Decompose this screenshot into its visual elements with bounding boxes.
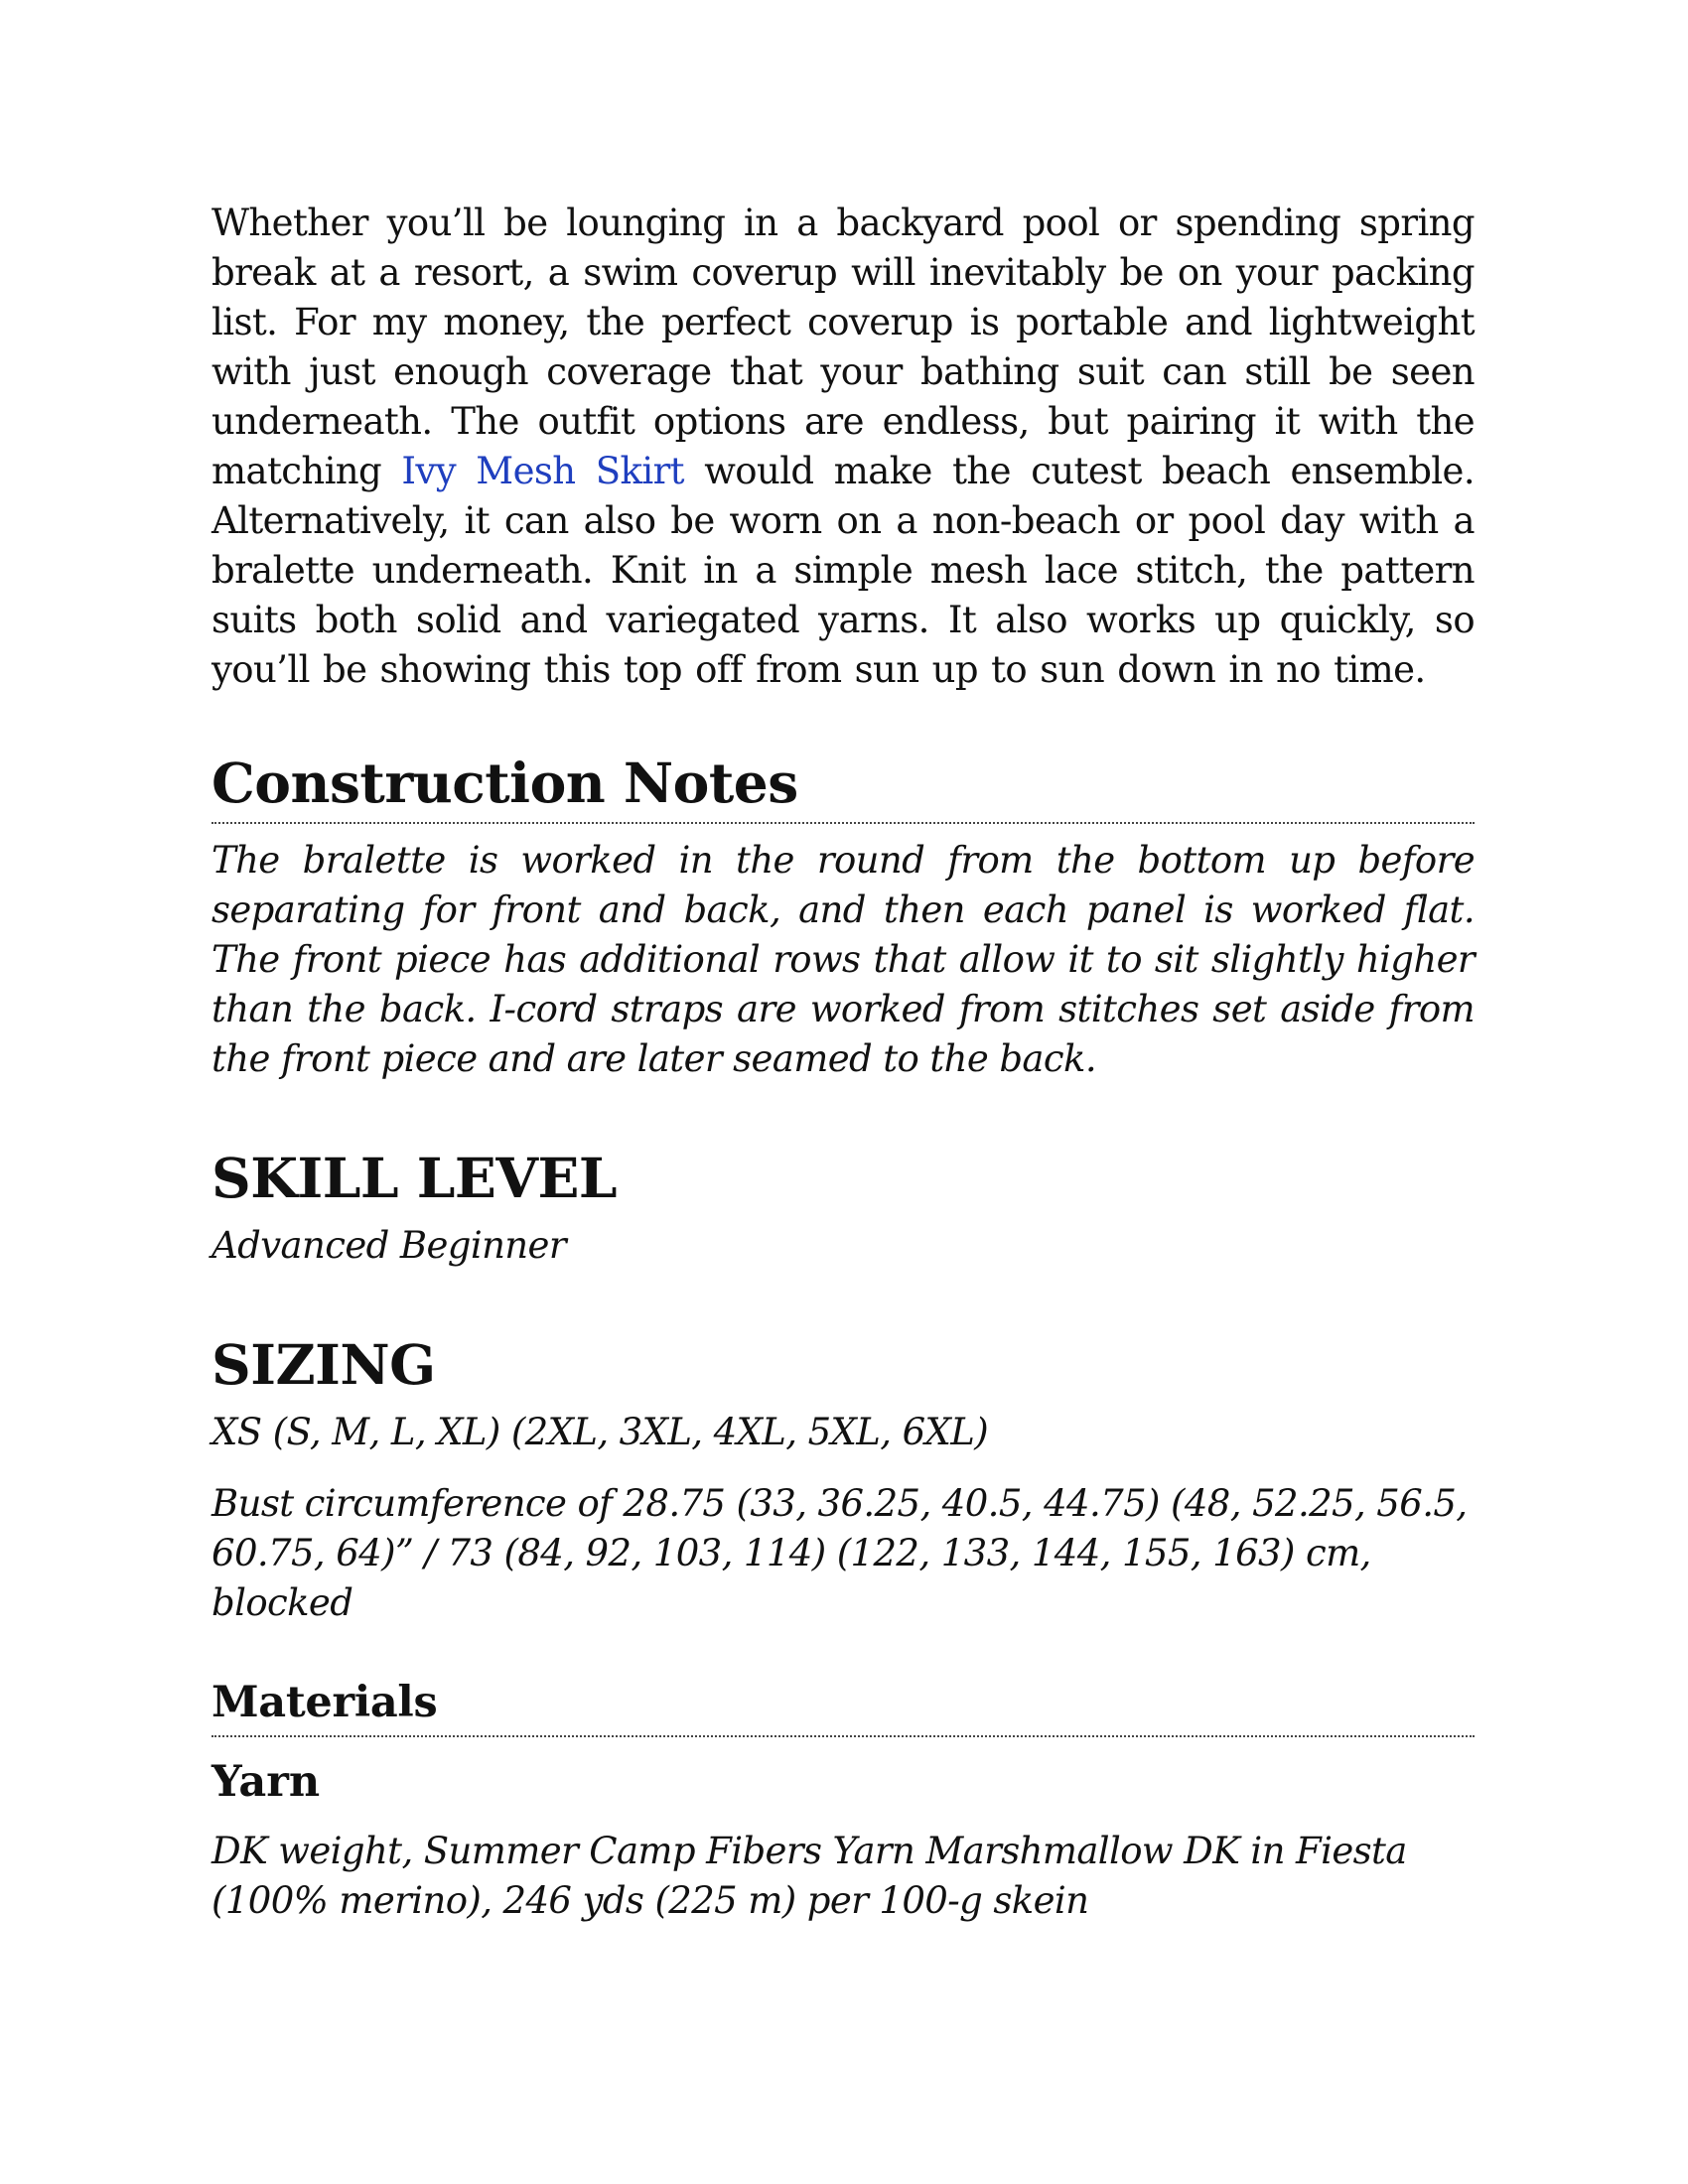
yarn-description xyxy=(211,1827,1475,1926)
intro-text-end: would make the cutest beach ensemble. Alternatively, it can also be worn on a non-beach or pool day with a bralette underneath. Knit in a simple mesh lace stitch, the pattern suits both solid and variegated yarns. It also works up quickly, so you’ll be showing this top off from sun up to sun down in no time. xyxy=(211,450,1475,691)
skill-level-value: Advanced Beginner xyxy=(211,1224,566,1267)
construction-notes-text: The bralette is worked in the round from the bottom up before separating for front and back, and then each panel is worked flat. The front piece has additional rows that allow it to sit slightly higher than the back. I-cord straps are worked from stitches set aside from the front piece and are later seamed to the back. xyxy=(211,839,1475,1080)
yarn-line-1: DK weight, Summer Camp Fibers Yarn Marshmallow DK in Fiesta xyxy=(211,1830,1407,1872)
materials-heading: Materials xyxy=(211,1678,438,1727)
yarn-heading: Yarn xyxy=(211,1757,321,1807)
sizing-heading: SIZING xyxy=(211,1332,436,1397)
sizes-list: XS (S, M, L, XL) (2XL, 3XL, 4XL, 5XL, 6XL) xyxy=(211,1411,989,1453)
bust-circumference: Bust circumference of 28.75 (33, 36.25, 40.5, 44.75) (48, 52.25, 56.5, 60.75, 64)” / 73 (84, 92, 103, 114) (122, 133, 144, 155, 163) cm, blocked xyxy=(211,1482,1468,1624)
materials-divider xyxy=(211,1735,1475,1737)
intro-text-start: Whether you’ll be lounging in a backyard pool or spending spring break at a resort, a swim coverup will inevitably be on your packing list. For my money, the perfect coverup is portable and lightweight with just enough coverage that your bathing suit can still be seen underneath. The outfit options are endless, but pairing it with the matching xyxy=(211,202,1475,492)
skill-level-heading: SKILL LEVEL xyxy=(211,1146,618,1210)
ivy-mesh-skirt-link[interactable]: Ivy Mesh Skirt xyxy=(401,450,684,492)
yarn-line-2: (100% merino), 246 yds (225 m) per 100-g skein xyxy=(211,1879,1089,1922)
construction-divider xyxy=(211,822,1475,824)
construction-notes-heading: Construction Notes xyxy=(211,751,798,815)
intro-paragraph xyxy=(211,199,1475,695)
pattern-page xyxy=(211,199,1475,1926)
